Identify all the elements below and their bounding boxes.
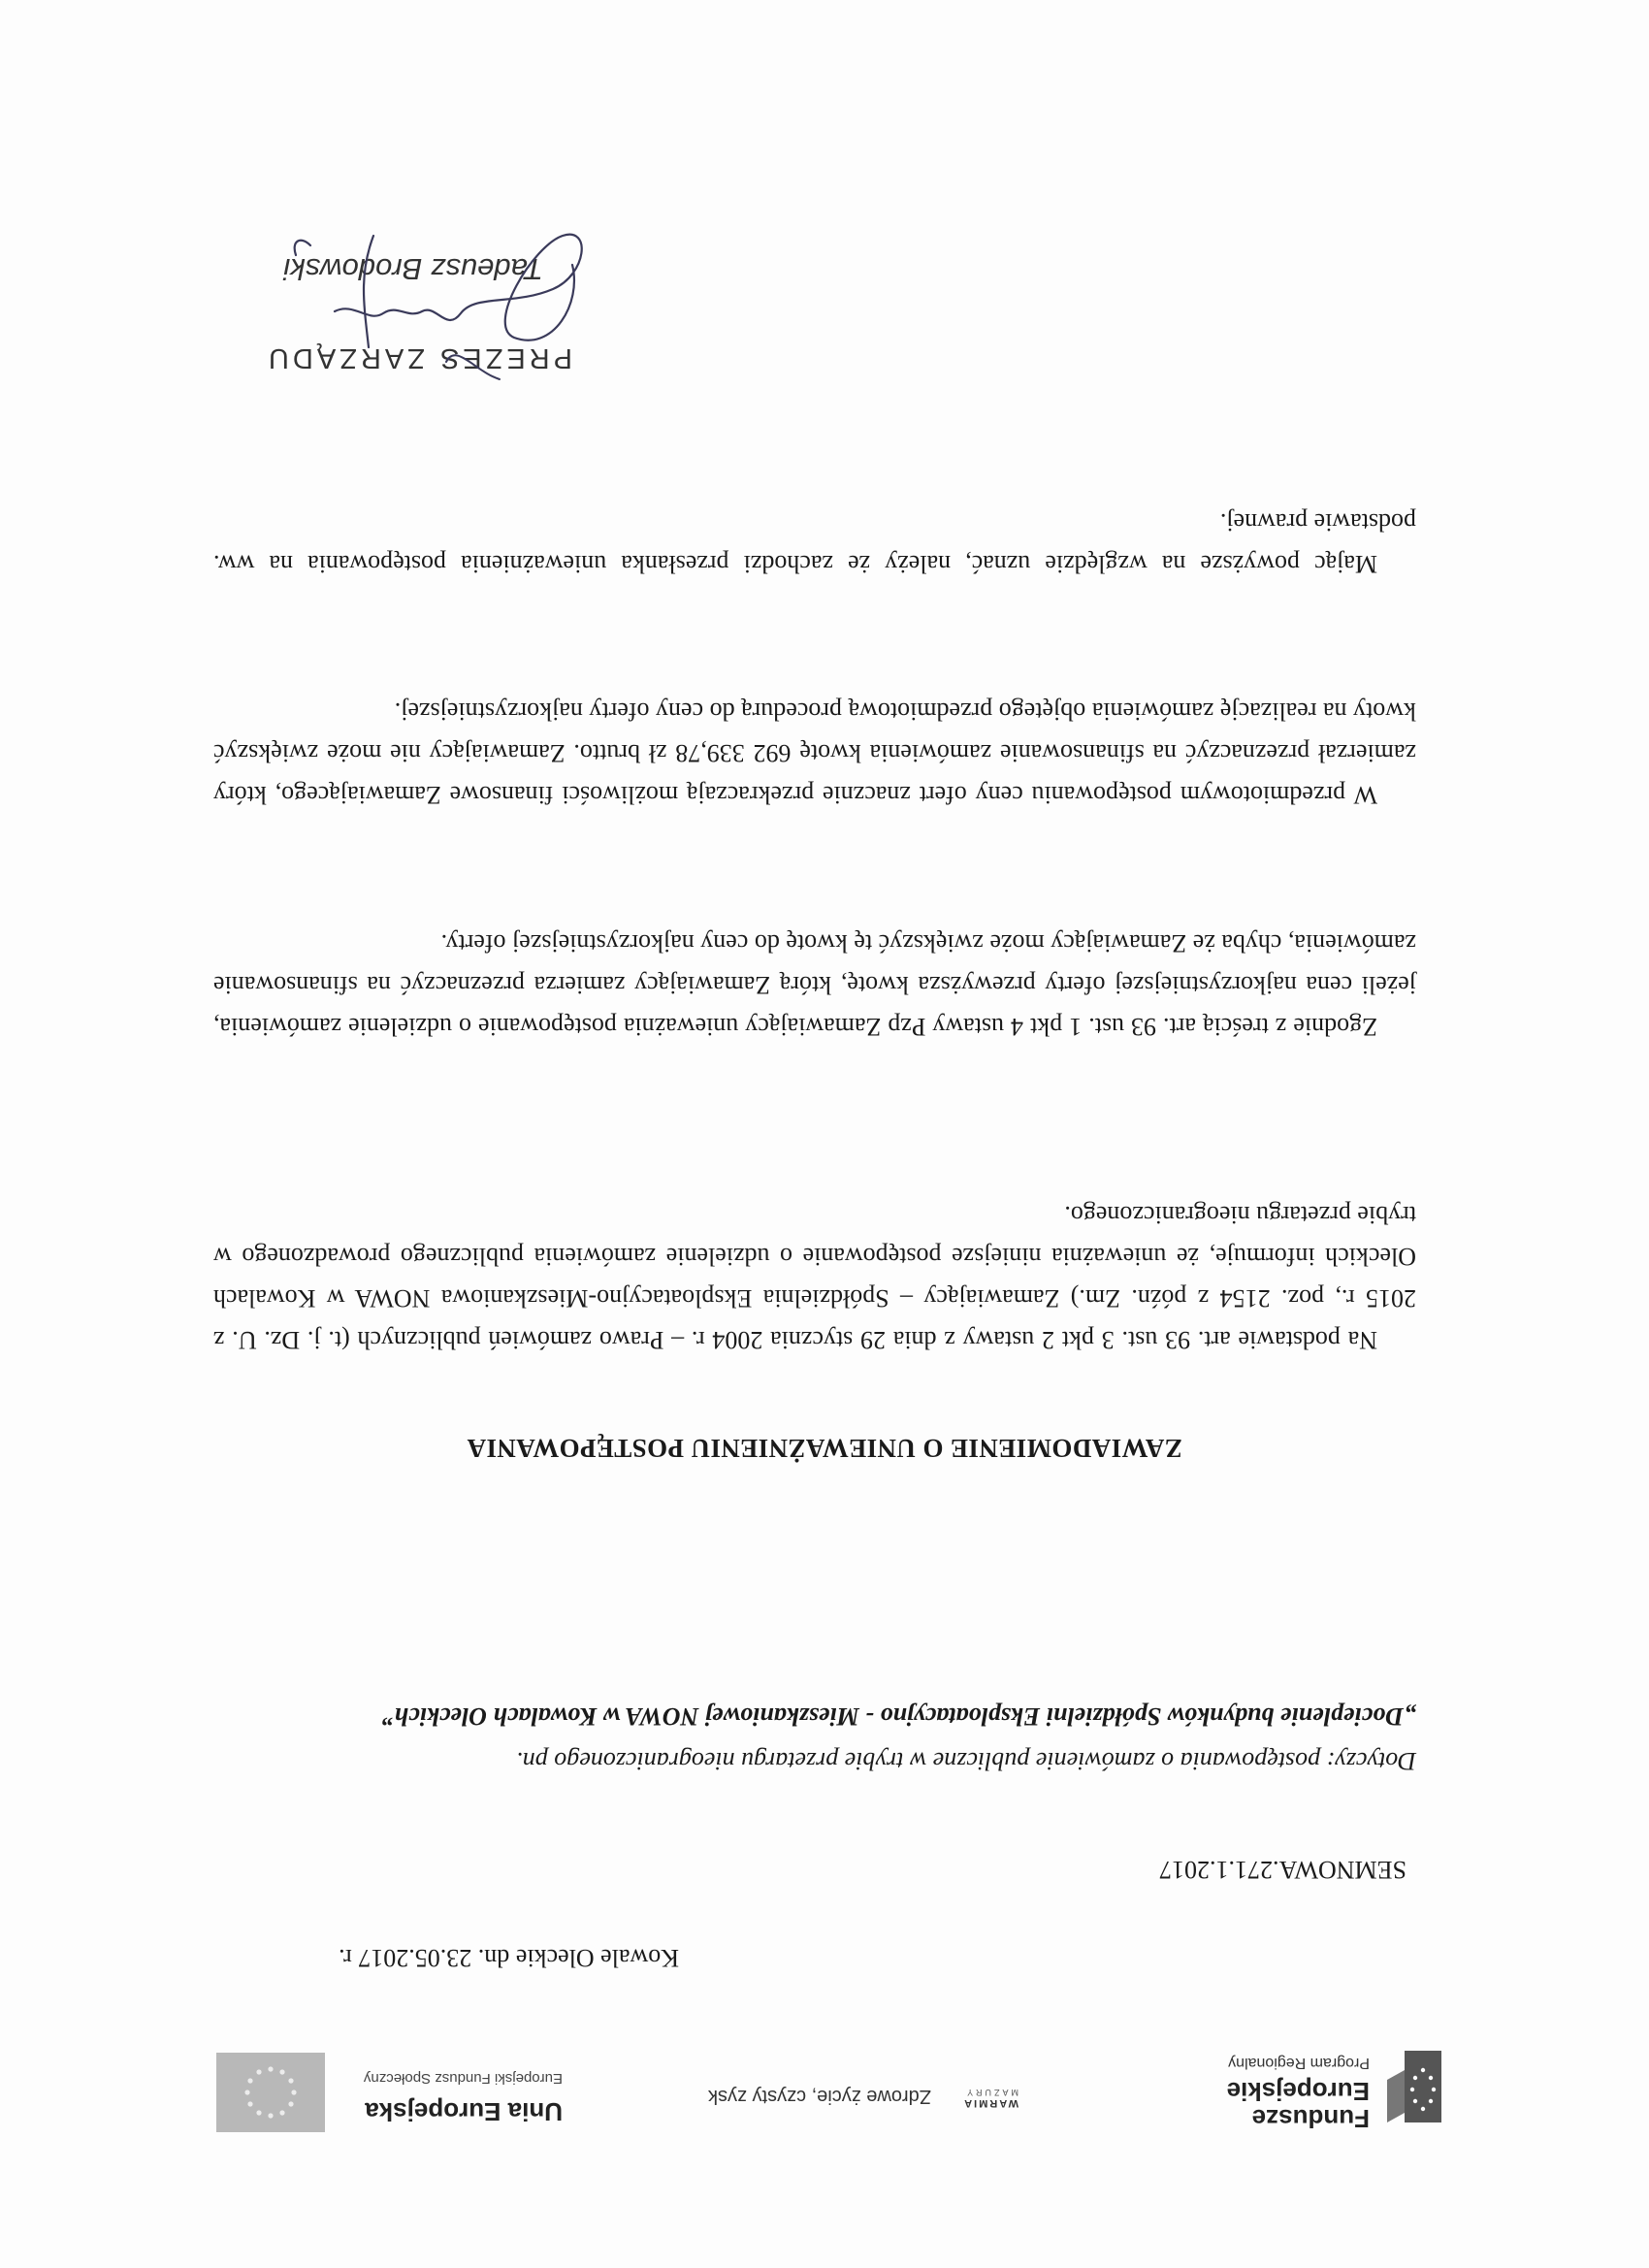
warmia-mazury-mark: [951, 2076, 1018, 2109]
logo-bar: [213, 2025, 1445, 2132]
ws-slogan: Zdrowe życie, czysty zysk: [707, 2086, 931, 2107]
paragraph-4-text: Mając powyższe na względzie uznać, należy że zachodzi przesłanka unieważnienia postępowania na ww. podstawie prawnej.: [213, 508, 1416, 578]
ue-logo-subtitle: Europejski Fundusz Społeczny: [363, 2070, 563, 2087]
paragraph-pzp-article: [213, 923, 1416, 1048]
reference-number: SEMNOWA.271.1.2017: [1159, 1856, 1406, 1884]
paragraph-budget: [213, 691, 1416, 816]
fe-logo-subtitle: Program Regionalny: [1228, 2055, 1370, 2071]
paragraph-conclusion: [213, 502, 1416, 585]
eu-flag-icon: [216, 2053, 325, 2132]
ue-logo-name: Unia Europejska: [365, 2097, 563, 2126]
paragraph-legal-basis: [213, 1194, 1416, 1361]
subject-prefix: Dotyczy: postępowania o zamówienie publiczne w trybie przetargu nieograniczonego pn.: [516, 1747, 1416, 1775]
stamp-name: Tadeusz Brodowski: [283, 252, 543, 286]
handwritten-signature: [223, 226, 592, 381]
paragraph-1-text: Na podstawie art. 93 ust. 3 pkt 2 ustawy z dnia 29 stycznia 2004 r. – Prawo zamówień publicznych (t. j. Dz. U. z 2015 r., poz. 2154 z późn. Zm.) Zamawiający – Spółdzielnia Eksploatacyjno-Mieszkaniowa NOWA w Kowalach Oleckich informuje, że unieważnia niniejsze postępowanie o udzielenie zamówienia publicznego prowadzonego w trybie przetargu nieograniczonego.: [213, 1201, 1416, 1354]
unia-europejska-logo: [194, 2035, 563, 2132]
signature-stamp: [223, 226, 592, 381]
fundusze-europejskie-logo: [1154, 2035, 1445, 2132]
fe-logo-name: Fundusze Europejskie: [1226, 2077, 1370, 2133]
warmia-mazury-logo: [611, 2051, 1018, 2109]
paragraph-3-text: W przedmiotowym postępowaniu ceny ofert znacznie przekraczają możliwości finansowe Zamawiającego, który zamierzał przeznaczyć na sfinansowanie zamówienia kwotę 692 339,78 zł brutto. Zamawiający nie może zwiększyć kwoty na realizację zamówienia objętego przedmiotową procedurą do ceny oferty najkorzystniejszej.: [213, 697, 1416, 809]
fundusze-europejskie-icon: [1385, 2047, 1445, 2126]
subject-title: „Docieplenie budynków Spółdzielni Eksploatacyjno - Mieszkaniowej NOWA w Kowalach Oleckich”: [381, 1702, 1416, 1731]
ws-mark-bottom: MAZURY: [964, 2088, 1018, 2097]
subject: [223, 1694, 1416, 1783]
document-heading: ZAWIADOMIENIE O UNIEWAŻNIENIU POSTĘPOWANIA: [467, 1434, 1182, 1463]
place-and-date: Kowale Oleckie dn. 23.05.2017 r.: [339, 1944, 679, 1972]
stamp-title: PREZES ZARZĄDU: [264, 342, 572, 373]
paragraph-2-text: Zgodnie z treścią art. 93 ust. 1 pkt 4 ustawy Pzp Zamawiający unieważnia postępowanie o udzielenie zamówienia, jeżeli cena najkorzystniejszej oferty przewyższa kwotę, którą Zamawiający zamierza przeznaczyć na sfinansowanie zamówienia, chyba że Zamawiający może zwiększyć tę kwotę do ceny najkorzystniejszej oferty.: [213, 929, 1416, 1041]
ws-mark-top: WARMIA: [962, 2097, 1018, 2109]
